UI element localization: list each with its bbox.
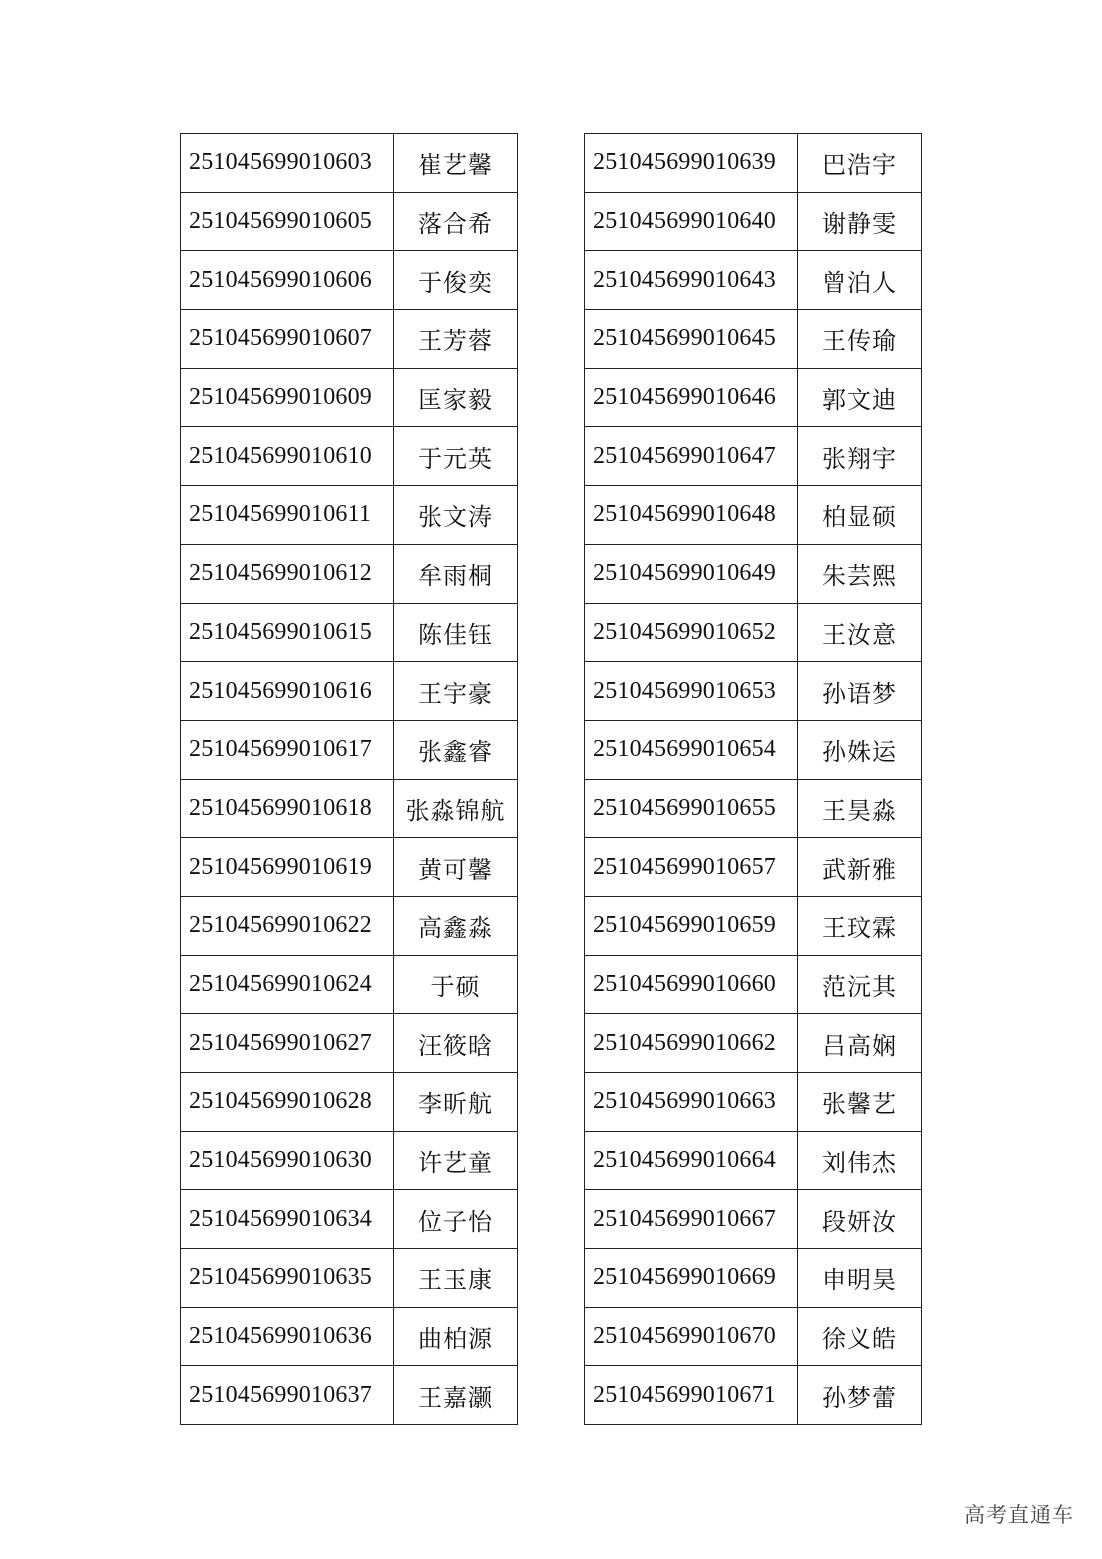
table-row (181, 1307, 518, 1366)
table-row (181, 1249, 518, 1308)
candidate-id-cell: 251045699010607 (181, 310, 394, 369)
table-row (585, 544, 922, 603)
candidate-name-cell: 落合希 (394, 192, 518, 251)
table-row (585, 1190, 922, 1249)
candidate-name-cell: 王玟霖 (798, 896, 922, 955)
table-row (585, 1131, 922, 1190)
table-row (585, 896, 922, 955)
candidate-id-cell: 251045699010622 (181, 896, 394, 955)
table-row (181, 134, 518, 193)
candidate-id-cell: 251045699010606 (181, 251, 394, 310)
candidate-name-cell: 许艺童 (394, 1131, 518, 1190)
candidate-id-cell: 251045699010659 (585, 896, 798, 955)
candidate-id-cell: 251045699010643 (585, 251, 798, 310)
candidate-name-cell: 柏显硕 (798, 486, 922, 545)
candidate-name-cell: 位子怡 (394, 1190, 518, 1249)
table-row (181, 310, 518, 369)
candidate-id-cell: 251045699010663 (585, 1073, 798, 1132)
candidate-name-cell: 于俊奕 (394, 251, 518, 310)
candidate-id-cell: 251045699010635 (181, 1249, 394, 1308)
table-row (181, 1366, 518, 1425)
table-row (585, 603, 922, 662)
candidate-name-cell: 曲柏源 (394, 1307, 518, 1366)
candidate-id-cell: 251045699010627 (181, 1014, 394, 1073)
candidate-name-cell: 巴浩宇 (798, 134, 922, 193)
table-row (585, 1366, 922, 1425)
table-row (181, 486, 518, 545)
candidate-id-cell: 251045699010657 (585, 838, 798, 897)
candidate-id-cell: 251045699010636 (181, 1307, 394, 1366)
candidate-id-cell: 251045699010616 (181, 662, 394, 721)
candidate-name-cell: 王昊淼 (798, 779, 922, 838)
candidate-name-cell: 王嘉灏 (394, 1366, 518, 1425)
table-row (181, 1073, 518, 1132)
candidate-name-cell: 段妍汝 (798, 1190, 922, 1249)
candidate-name-cell: 王芳蓉 (394, 310, 518, 369)
table-row (585, 1307, 922, 1366)
candidate-name-cell: 高鑫淼 (394, 896, 518, 955)
watermark-text: 高考直通车 (964, 1503, 1074, 1527)
candidate-name-cell: 李昕航 (394, 1073, 518, 1132)
candidate-name-cell: 汪筱晗 (394, 1014, 518, 1073)
candidate-name-cell: 于硕 (394, 955, 518, 1014)
table-row (181, 955, 518, 1014)
candidate-name-cell: 王传瑜 (798, 310, 922, 369)
candidate-id-cell: 251045699010653 (585, 662, 798, 721)
candidate-id-cell: 251045699010619 (181, 838, 394, 897)
candidate-id-cell: 251045699010618 (181, 779, 394, 838)
candidate-name-cell: 曾泊人 (798, 251, 922, 310)
table-row (585, 955, 922, 1014)
candidate-id-cell: 251045699010670 (585, 1307, 798, 1366)
candidate-id-cell: 251045699010654 (585, 720, 798, 779)
table-row (585, 368, 922, 427)
candidate-id-cell: 251045699010609 (181, 368, 394, 427)
table-row (585, 1073, 922, 1132)
table-row (585, 1014, 922, 1073)
candidate-name-cell: 崔艺馨 (394, 134, 518, 193)
candidate-id-cell: 251045699010647 (585, 427, 798, 486)
candidate-name-cell: 张淼锦航 (394, 779, 518, 838)
candidate-name-cell: 申明昊 (798, 1249, 922, 1308)
table-row (585, 134, 922, 193)
candidate-id-cell: 251045699010664 (585, 1131, 798, 1190)
candidate-id-cell: 251045699010655 (585, 779, 798, 838)
table-row (181, 1190, 518, 1249)
candidate-name-cell: 武新雅 (798, 838, 922, 897)
candidate-name-cell: 张文涛 (394, 486, 518, 545)
candidate-id-cell: 251045699010610 (181, 427, 394, 486)
candidate-name-cell: 刘伟杰 (798, 1131, 922, 1190)
candidate-name-cell: 陈佳钰 (394, 603, 518, 662)
table-row (585, 251, 922, 310)
table-row (585, 838, 922, 897)
table-row (181, 662, 518, 721)
candidate-name-cell: 郭文迪 (798, 368, 922, 427)
candidate-name-cell: 王汝意 (798, 603, 922, 662)
table-row (181, 720, 518, 779)
candidate-id-cell: 251045699010645 (585, 310, 798, 369)
candidate-id-cell: 251045699010667 (585, 1190, 798, 1249)
roster-table-right (584, 133, 922, 1425)
table-row (585, 1249, 922, 1308)
candidate-name-cell: 匡家毅 (394, 368, 518, 427)
candidate-name-cell: 张鑫睿 (394, 720, 518, 779)
candidate-id-cell: 251045699010612 (181, 544, 394, 603)
candidate-name-cell: 孙梦蕾 (798, 1366, 922, 1425)
table-row (585, 427, 922, 486)
table-row (585, 486, 922, 545)
candidate-id-cell: 251045699010603 (181, 134, 394, 193)
candidate-name-cell: 于元英 (394, 427, 518, 486)
table-row (181, 896, 518, 955)
candidate-id-cell: 251045699010669 (585, 1249, 798, 1308)
table-row (181, 779, 518, 838)
candidate-name-cell: 谢静雯 (798, 192, 922, 251)
table-row (181, 368, 518, 427)
table-row (181, 603, 518, 662)
candidate-name-cell: 王宇豪 (394, 662, 518, 721)
roster-table-body (181, 134, 518, 1425)
candidate-id-cell: 251045699010646 (585, 368, 798, 427)
candidate-id-cell: 251045699010624 (181, 955, 394, 1014)
candidate-id-cell: 251045699010662 (585, 1014, 798, 1073)
candidate-id-cell: 251045699010637 (181, 1366, 394, 1425)
candidate-name-cell: 徐义皓 (798, 1307, 922, 1366)
candidate-name-cell: 王玉康 (394, 1249, 518, 1308)
table-row (181, 1014, 518, 1073)
roster-table-body (585, 134, 922, 1425)
candidate-id-cell: 251045699010605 (181, 192, 394, 251)
table-row (585, 720, 922, 779)
table-row (181, 251, 518, 310)
candidate-id-cell: 251045699010652 (585, 603, 798, 662)
candidate-name-cell: 范沅其 (798, 955, 922, 1014)
table-row (585, 779, 922, 838)
candidate-id-cell: 251045699010617 (181, 720, 394, 779)
candidate-name-cell: 牟雨桐 (394, 544, 518, 603)
candidate-id-cell: 251045699010611 (181, 486, 394, 545)
table-row (181, 427, 518, 486)
candidate-id-cell: 251045699010660 (585, 955, 798, 1014)
candidate-id-cell: 251045699010628 (181, 1073, 394, 1132)
candidate-id-cell: 251045699010649 (585, 544, 798, 603)
candidate-id-cell: 251045699010630 (181, 1131, 394, 1190)
candidate-id-cell: 251045699010639 (585, 134, 798, 193)
table-row (585, 310, 922, 369)
candidate-id-cell: 251045699010648 (585, 486, 798, 545)
candidate-id-cell: 251045699010640 (585, 192, 798, 251)
candidate-id-cell: 251045699010634 (181, 1190, 394, 1249)
table-row (585, 662, 922, 721)
table-row (181, 1131, 518, 1190)
candidate-name-cell: 张馨艺 (798, 1073, 922, 1132)
table-row (181, 838, 518, 897)
table-row (181, 192, 518, 251)
table-row (585, 192, 922, 251)
candidate-name-cell: 吕高娴 (798, 1014, 922, 1073)
table-row (181, 544, 518, 603)
candidate-name-cell: 孙语梦 (798, 662, 922, 721)
candidate-name-cell: 张翔宇 (798, 427, 922, 486)
roster-table-left (180, 133, 518, 1425)
candidate-name-cell: 孙姝运 (798, 720, 922, 779)
candidate-name-cell: 黄可馨 (394, 838, 518, 897)
candidate-name-cell: 朱芸熙 (798, 544, 922, 603)
candidate-id-cell: 251045699010615 (181, 603, 394, 662)
candidate-id-cell: 251045699010671 (585, 1366, 798, 1425)
